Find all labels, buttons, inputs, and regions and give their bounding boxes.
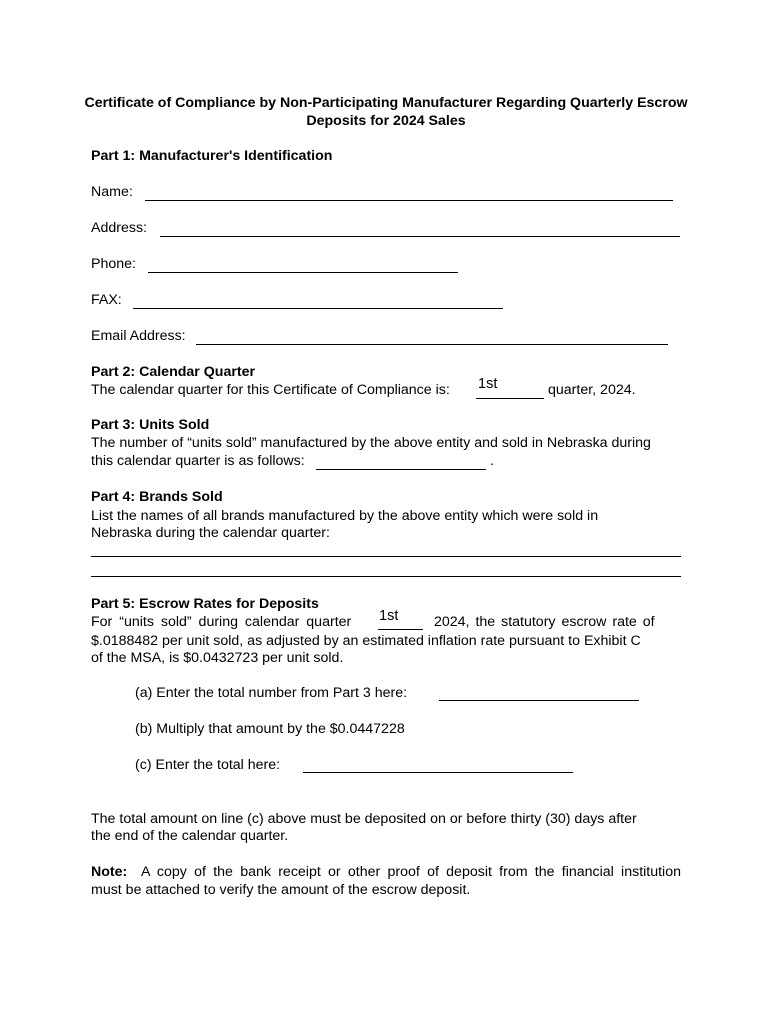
part2-heading: Part 2: Calendar Quarter (91, 364, 256, 380)
email-label: Email Address: (91, 328, 186, 344)
part5-quarter-value[interactable]: 1st (379, 608, 399, 624)
part2-quarter-field[interactable] (476, 398, 544, 399)
part4-text-line1: List the names of all brands manufactured by the above entity which were sold in (91, 508, 599, 524)
part4-heading: Part 4: Brands Sold (91, 489, 223, 505)
part2-quarter-value[interactable]: 1st (478, 376, 498, 392)
part3-text-line2: this calendar quarter is as follows: (91, 453, 305, 469)
fax-field[interactable] (133, 308, 503, 309)
note-text-line2: must be attached to verify the amount of the escrow deposit. (91, 882, 471, 898)
note-label: Note: (91, 864, 128, 880)
part4-text-line2: Nebraska during the calendar quarter: (91, 525, 330, 541)
address-field[interactable] (160, 236, 680, 237)
part5-heading: Part 5: Escrow Rates for Deposits (91, 596, 319, 612)
item-c-label: (c) Enter the total here: (135, 757, 281, 773)
deposit-text-line1: The total amount on line (c) above must be deposited on or before thirty (30) days after (91, 811, 637, 827)
part3-text-line1: The number of “units sold” manufactured by the above entity and sold in Nebraska during (91, 435, 651, 451)
part2-text-after: quarter, 2024. (548, 382, 636, 398)
part5-line1-after: 2024, the statutory escrow rate of (434, 614, 655, 630)
note-text-line1: A copy of the bank receipt or other proof of deposit from the financial institution (141, 864, 681, 880)
item-a-label: (a) Enter the total number from Part 3 here: (135, 685, 408, 701)
phone-label: Phone: (91, 256, 136, 272)
part5-line1-before: For “units sold” during calendar quarter (91, 614, 352, 630)
item-a-field[interactable] (439, 700, 639, 701)
fax-label: FAX: (91, 292, 122, 308)
part5-line2: $.0188482 per unit sold, as adjusted by an estimated inflation rate pursuant to Exhibit C (91, 633, 641, 649)
part2-text: The calendar quarter for this Certificate of Compliance is: (91, 382, 450, 398)
item-b-label: (b) Multiply that amount by the $0.0447228 (135, 721, 405, 737)
document-title: Certificate of Compliance by Non-Participating Manufacturer Regarding Quarterly Escrow Deposits for 2024 Sales (84, 95, 688, 129)
brands-field-line1[interactable] (91, 556, 681, 557)
part3-period: . (490, 453, 494, 469)
deposit-text-line2: the end of the calendar quarter. (91, 828, 289, 844)
part3-heading: Part 3: Units Sold (91, 417, 210, 433)
phone-field[interactable] (148, 272, 458, 273)
part5-quarter-field[interactable] (378, 629, 423, 630)
part5-line3: of the MSA, is $0.0432723 per unit sold. (91, 650, 344, 666)
address-label: Address: (91, 220, 147, 236)
units-sold-field[interactable] (316, 469, 486, 470)
part1-heading: Part 1: Manufacturer's Identification (91, 148, 333, 164)
email-field[interactable] (196, 344, 668, 345)
name-field[interactable] (145, 200, 673, 201)
brands-field-line2[interactable] (91, 576, 681, 577)
name-label: Name: (91, 184, 133, 200)
item-c-field[interactable] (303, 772, 573, 773)
